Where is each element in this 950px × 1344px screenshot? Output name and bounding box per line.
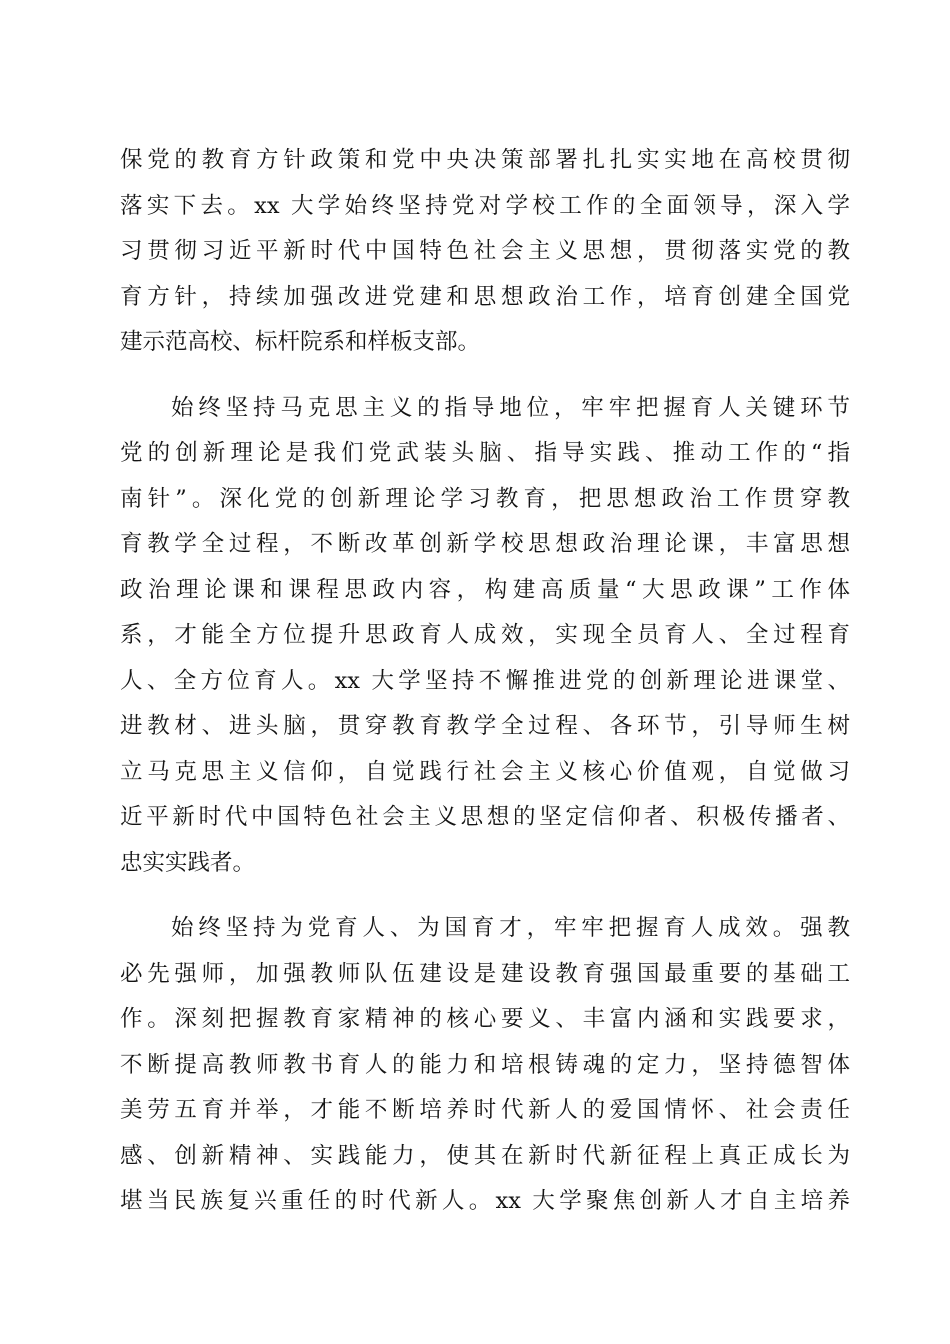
- text-line: 美劳五育并举，才能不断培养时代新人的爱国情怀、社会责任: [120, 1097, 850, 1123]
- text-line: 感、创新精神、实践能力，使其在新时代新征程上真正成长为: [120, 1142, 850, 1169]
- text-line: 建示范高校、标杆院系和样板支部。: [120, 329, 481, 355]
- text-line: 党的创新理论是我们党武装头脑、指导实践、推动工作的“指: [120, 440, 850, 466]
- text-line: 保党的教育方针政策和党中央决策部署扎扎实实地在高校贯彻: [120, 147, 850, 173]
- text-line: 作。深刻把握教育家精神的核心要义、丰富内涵和实践要求，: [120, 1006, 850, 1032]
- text-line: 始终坚持为党育人、为国育才，牢牢把握育人成效。强教: [171, 915, 850, 941]
- text-line: 堪当民族复兴重任的时代新人。xx 大学聚焦创新人才自主培养: [120, 1188, 850, 1214]
- text-line: 立马克思主义信仰，自觉践行社会主义核心价值观，自觉做习: [120, 758, 850, 785]
- text-line: 政治理论课和课程思政内容，构建高质量“大思政课”工作体: [120, 576, 850, 603]
- text-line: 必先强师，加强教师队伍建设是建设教育强国最重要的基础工: [120, 960, 850, 987]
- text-line: 育方针，持续加强改进党建和思想政治工作，培育创建全国党: [120, 283, 850, 310]
- paragraph-3: [120, 906, 850, 1225]
- text-line: 育教学全过程，不断改革创新学校思想政治理论课，丰富思想: [120, 531, 850, 557]
- paragraph-2: [120, 386, 850, 887]
- text-line: 进教材、进头脑，贯穿教育教学全过程、各环节，引导师生树: [120, 713, 850, 739]
- text-line: 近平新时代中国特色社会主义思想的坚定信仰者、积极传播者、: [120, 804, 850, 830]
- paragraph-gap: [120, 366, 850, 386]
- text-line: 始终坚持马克思主义的指导地位，牢牢把握育人关键环节: [171, 394, 850, 421]
- text-line: 习贯彻习近平新时代中国特色社会主义思想，贯彻落实党的教: [120, 238, 850, 264]
- text-line: 南针”。深化党的创新理论学习教育，把思想政治工作贯穿教: [120, 485, 850, 512]
- document-body: [120, 138, 850, 1225]
- text-line: 人、全方位育人。xx 大学坚持不懈推进党的创新理论进课堂、: [120, 667, 850, 694]
- paragraph-1: [120, 138, 850, 366]
- text-line: 系，才能全方位提升思政育人成效，实现全员育人、全过程育: [120, 622, 850, 648]
- text-line: 忠实实践者。: [120, 849, 256, 876]
- text-line: 落实下去。xx 大学始终坚持党对学校工作的全面领导，深入学: [120, 192, 850, 219]
- text-line: 不断提高教师教书育人的能力和培根铸魂的定力，坚持德智体: [120, 1051, 850, 1078]
- paragraph-gap: [120, 886, 850, 906]
